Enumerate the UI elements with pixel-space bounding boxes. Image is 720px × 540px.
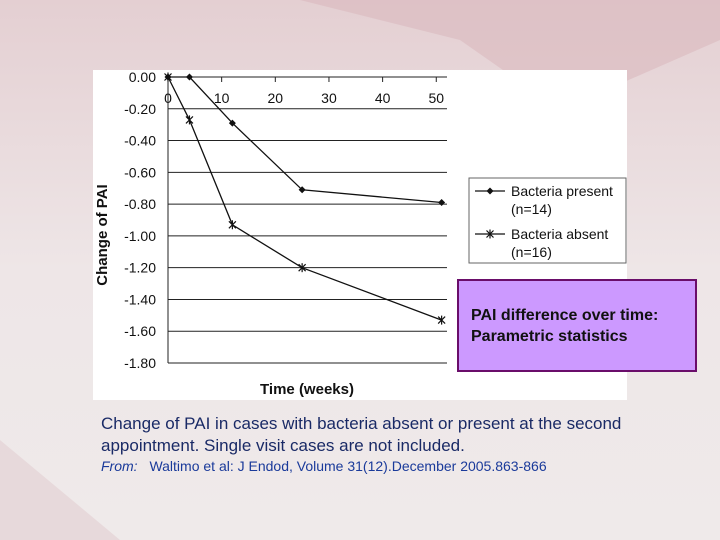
- callout-box: [457, 279, 697, 372]
- data-point-bacteria-absent: [438, 316, 445, 325]
- x-tick-label: 20: [267, 90, 284, 106]
- source-citation-text: Waltimo et al: J Endod, Volume 31(12).December 2005.863-866: [149, 458, 547, 474]
- y-tick-label: -1.40: [124, 291, 156, 308]
- chart-series: [165, 73, 446, 325]
- series-line-bacteria-present: [168, 77, 445, 203]
- legend-sublabel-bacteria-present: (n=14): [511, 201, 552, 217]
- legend-label-bacteria-absent: Bacteria absent: [511, 226, 609, 242]
- x-tick-label: 50: [428, 90, 445, 106]
- y-tick-label: -1.00: [124, 227, 156, 244]
- y-tick-label: -1.20: [124, 259, 156, 276]
- data-point-bacteria-present: [438, 199, 445, 206]
- x-tick-label: 0: [164, 90, 172, 106]
- chart-gridlines: [168, 77, 447, 363]
- x-tick-label: 10: [213, 90, 230, 106]
- source-citation: [101, 458, 701, 474]
- y-tick-label: -0.80: [124, 196, 156, 213]
- chart-legend: [469, 178, 626, 263]
- figure-caption: Change of PAI in cases with bacteria absent or present at the second appointment. Single visit cases are not included.: [101, 414, 622, 455]
- x-tick-label: 40: [374, 90, 391, 106]
- x-tick-label: 30: [321, 90, 337, 106]
- y-tick-label: -0.20: [124, 100, 156, 117]
- y-tick-label: -1.60: [124, 323, 156, 340]
- y-tick-label: 0.00: [128, 70, 156, 85]
- y-tick-label: -0.60: [124, 164, 156, 181]
- callout-line-1: PAI difference over time:: [471, 306, 659, 324]
- x-axis-label: Time (weeks): [260, 381, 354, 398]
- legend-sublabel-bacteria-absent: (n=16): [511, 244, 552, 260]
- y-tick-label: -1.80: [124, 355, 156, 371]
- legend-label-bacteria-present: Bacteria present: [511, 183, 613, 199]
- data-point-bacteria-absent: [186, 115, 193, 124]
- y-axis-label: Change of PAI: [94, 184, 111, 286]
- callout-line-2: Parametric statistics: [471, 327, 628, 345]
- data-point-bacteria-absent: [229, 220, 236, 229]
- y-axis-ticks: [124, 70, 156, 371]
- source-from-label: From:: [101, 458, 138, 474]
- y-tick-label: -0.40: [124, 132, 156, 149]
- x-axis-ticks: [164, 77, 444, 106]
